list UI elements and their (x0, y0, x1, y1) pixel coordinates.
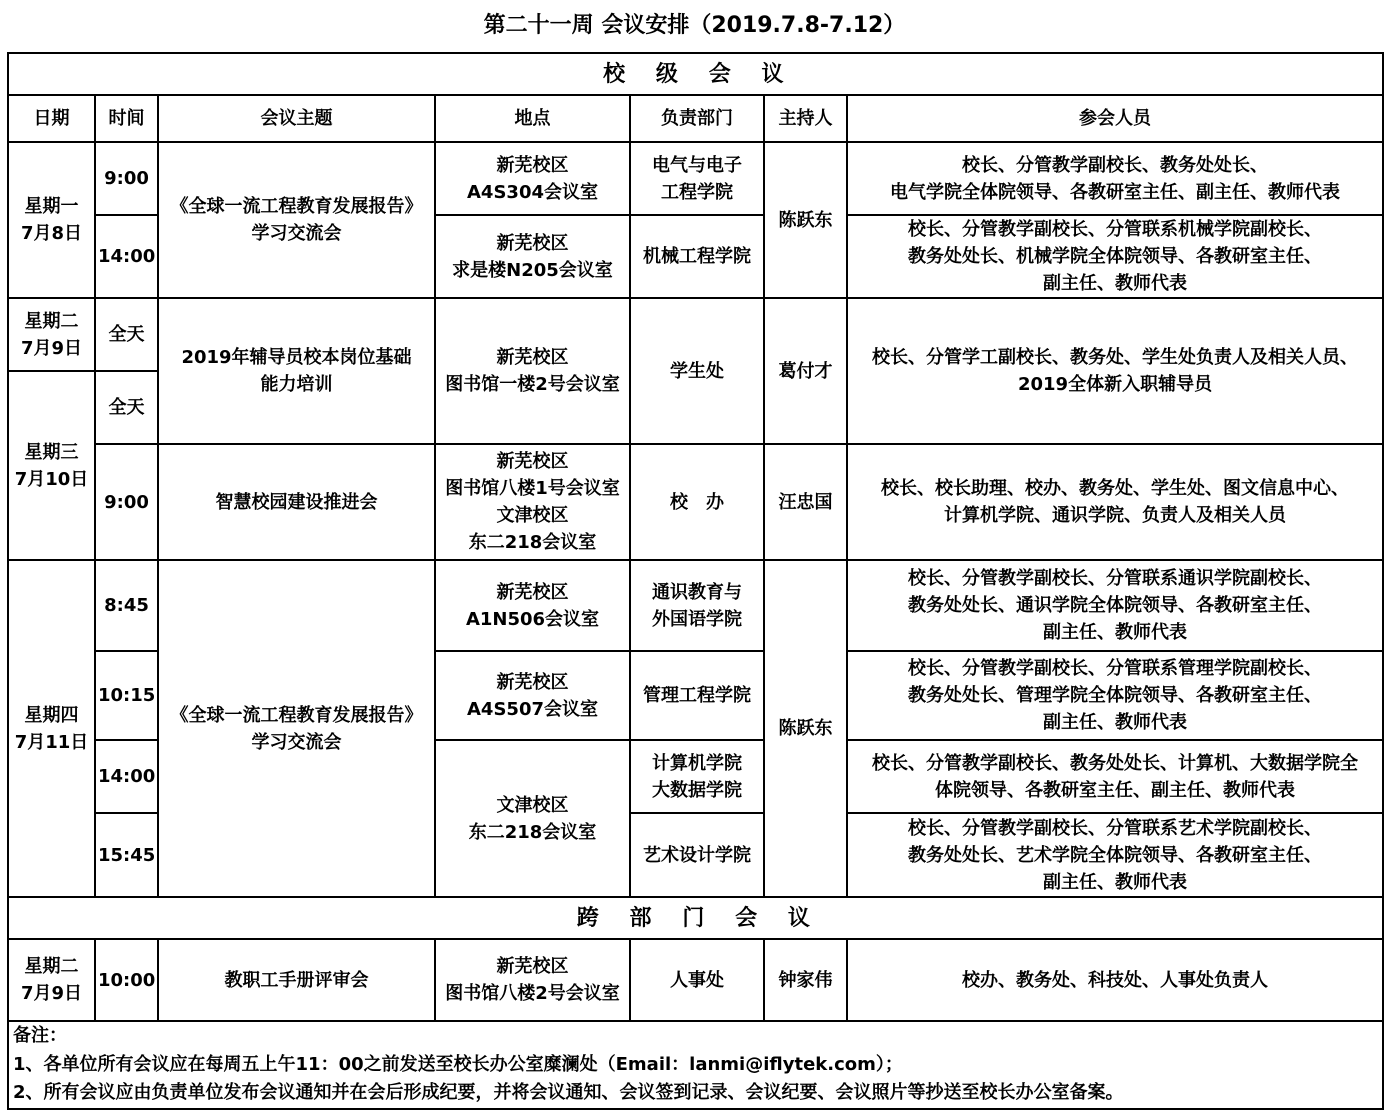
department-cell: 管理工程学院 (630, 651, 764, 740)
time-cell: 8:45 (95, 560, 158, 651)
notes (8, 1021, 1383, 1109)
date-cell: 星期四 7月11日 (8, 560, 95, 897)
header-date: 日期 (8, 95, 95, 142)
department-cell: 计算机学院 大数据学院 (630, 740, 764, 813)
location-cell: 新芜校区 图书馆八楼2号会议室 (435, 939, 630, 1021)
time-cell: 10:00 (95, 939, 158, 1021)
table-row (8, 298, 1383, 371)
header-host: 主持人 (764, 95, 847, 142)
header-row (8, 95, 1383, 142)
header-attendees: 参会人员 (847, 95, 1383, 142)
table-row (8, 444, 1383, 560)
department-cell: 艺术设计学院 (630, 813, 764, 897)
header-department: 负责部门 (630, 95, 764, 142)
notes-label: 备注： (13, 1025, 67, 1046)
table-row (8, 560, 1383, 651)
attendees-cell: 校长、分管教学副校长、分管联系机械学院副校长、 教务处处长、机械学院全体院领导、各教研室主任、 副主任、教师代表 (847, 215, 1383, 298)
time-cell: 10:15 (95, 651, 158, 740)
date-cell: 星期一 7月8日 (8, 142, 95, 298)
note-item: 2、所有会议应由负责单位发布会议通知并在会后形成纪要，并将会议通知、会议签到记录、会议纪要、会议照片等抄送至校长办公室备案。 (13, 1082, 1124, 1103)
meeting-schedule-table (7, 52, 1384, 1110)
date-cell: 星期二 7月9日 (8, 939, 95, 1021)
time-cell: 14:00 (95, 740, 158, 813)
location-cell: 新芜校区 图书馆一楼2号会议室 (435, 298, 630, 444)
department-cell: 校 办 (630, 444, 764, 560)
attendees-cell: 校长、分管教学副校长、分管联系艺术学院副校长、 教务处处长、艺术学院全体院领导、各教研室主任、 副主任、教师代表 (847, 813, 1383, 897)
header-topic: 会议主题 (158, 95, 435, 142)
attendees-cell: 校长、分管教学副校长、分管联系通识学院副校长、 教务处处长、通识学院全体院领导、各教研室主任、 副主任、教师代表 (847, 560, 1383, 651)
topic-cell: 《全球一流工程教育发展报告》 学习交流会 (158, 142, 435, 298)
location-cell: 新芜校区 求是楼N205会议室 (435, 215, 630, 298)
host-cell: 钟家伟 (764, 939, 847, 1021)
header-time: 时间 (95, 95, 158, 142)
note-item: 1、各单位所有会议应在每周五上午11：00之前发送至校长办公室糜澜处（Email：lanmi@iflytek.com）； (13, 1053, 903, 1075)
time-cell: 15:45 (95, 813, 158, 897)
page-title: 第二十一周 会议安排（2019.7.8-7.12） (483, 13, 906, 38)
topic-cell: 智慧校园建设推进会 (158, 444, 435, 560)
table-row (8, 939, 1383, 1021)
department-cell: 通识教育与 外国语学院 (630, 560, 764, 651)
time-cell: 9:00 (95, 444, 158, 560)
time-cell: 9:00 (95, 142, 158, 215)
department-cell: 人事处 (630, 939, 764, 1021)
department-cell: 电气与电子 工程学院 (630, 142, 764, 215)
section-school-meetings: 校 级 会 议 (8, 53, 1383, 95)
table-row (8, 142, 1383, 215)
date-cell: 星期三 7月10日 (8, 371, 95, 560)
date-cell: 星期二 7月9日 (8, 298, 95, 371)
attendees-cell: 校长、分管教学副校长、教务处处长、计算机、大数据学院全 体院领导、各教研室主任、副主任、教师代表 (847, 740, 1383, 813)
topic-cell: 《全球一流工程教育发展报告》 学习交流会 (158, 560, 435, 897)
host-cell: 陈跃东 (764, 142, 847, 298)
location-cell: 新芜校区 A4S304会议室 (435, 142, 630, 215)
location-cell: 文津校区 东二218会议室 (435, 740, 630, 897)
department-cell: 机械工程学院 (630, 215, 764, 298)
attendees-cell: 校长、分管教学副校长、教务处处长、 电气学院全体院领导、各教研室主任、副主任、教师代表 (847, 142, 1383, 215)
attendees-cell: 校长、校长助理、校办、教务处、学生处、图文信息中心、 计算机学院、通识学院、负责人及相关人员 (847, 444, 1383, 560)
attendees-cell: 校长、分管学工副校长、教务处、学生处负责人及相关人员、 2019全体新入职辅导员 (847, 298, 1383, 444)
location-cell: 新芜校区 A1N506会议室 (435, 560, 630, 651)
host-cell: 葛付才 (764, 298, 847, 444)
department-cell: 学生处 (630, 298, 764, 444)
attendees-cell: 校办、教务处、科技处、人事处负责人 (847, 939, 1383, 1021)
time-cell: 全天 (95, 298, 158, 371)
header-location: 地点 (435, 95, 630, 142)
location-cell: 新芜校区 图书馆八楼1号会议室 文津校区 东二218会议室 (435, 444, 630, 560)
time-cell: 全天 (95, 371, 158, 444)
attendees-cell: 校长、分管教学副校长、分管联系管理学院副校长、 教务处处长、管理学院全体院领导、各教研室主任、 副主任、教师代表 (847, 651, 1383, 740)
time-cell: 14:00 (95, 215, 158, 298)
topic-cell: 2019年辅导员校本岗位基础 能力培训 (158, 298, 435, 444)
host-cell: 汪忠国 (764, 444, 847, 560)
section-cross-department-meetings: 跨 部 门 会 议 (8, 897, 1383, 939)
topic-cell: 教职工手册评审会 (158, 939, 435, 1021)
host-cell: 陈跃东 (764, 560, 847, 897)
location-cell: 新芜校区 A4S507会议室 (435, 651, 630, 740)
